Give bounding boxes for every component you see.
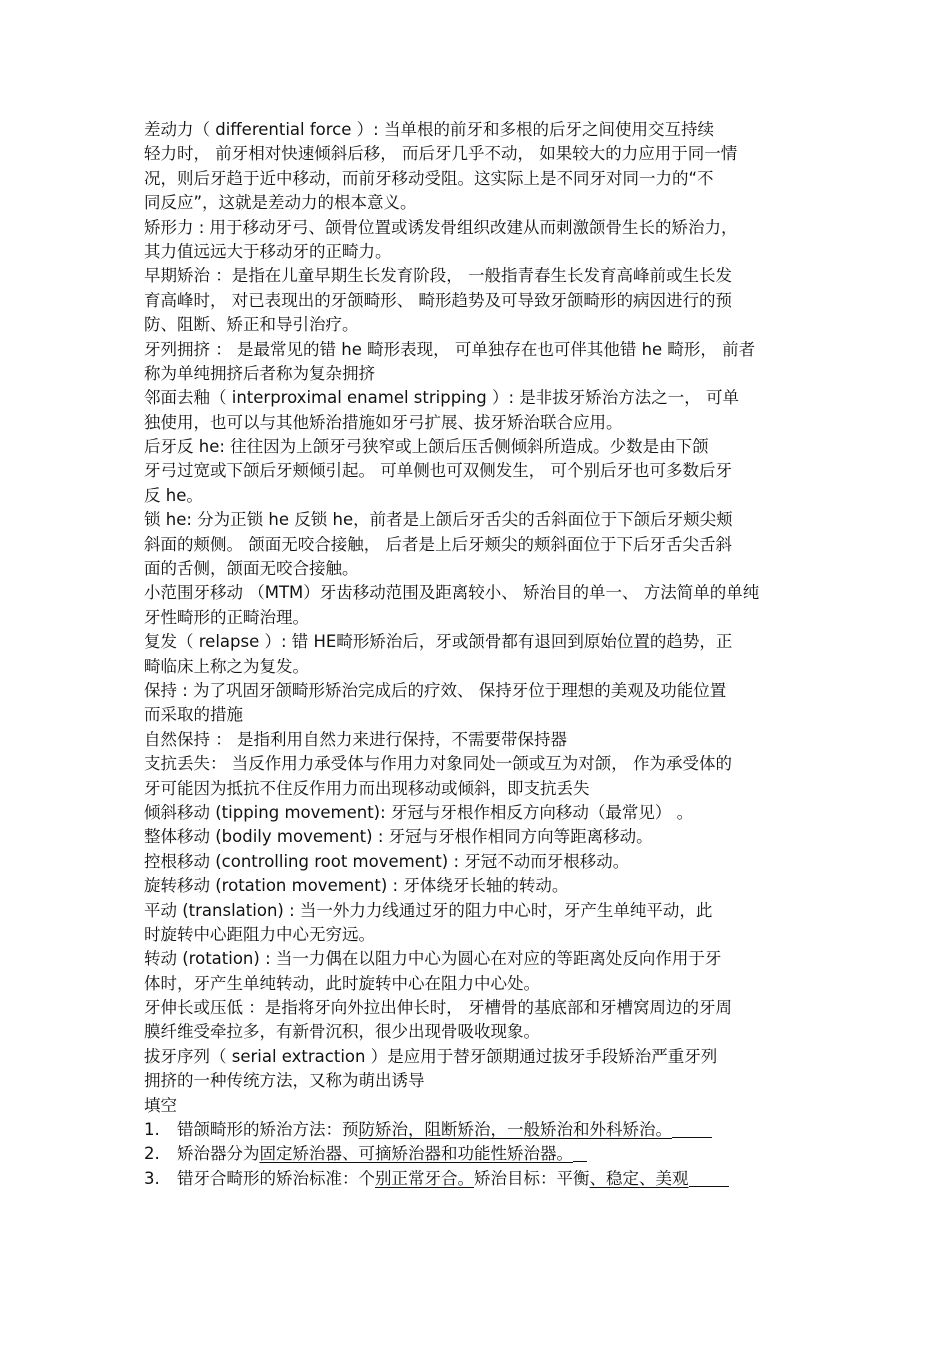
text-line: 牙性畸形的正畸治理。: [144, 607, 309, 627]
text-line: 整体移动 (bodily movement) : 牙冠与牙根作相同方向等距离移动。: [144, 827, 653, 847]
text-line: 面的舌侧，颌面无咬合接触。: [144, 559, 359, 579]
text-line: 保持 : 为了巩固牙颌畸形矫治完成后的疗效、 保持牙位于理想的美观及功能位置: [144, 680, 727, 700]
fill-item: [144, 1118, 809, 1142]
fill-item-prefix: 错牙合畸形的矫治标准：个: [177, 1168, 375, 1188]
fill-item-number: 2.: [144, 1144, 160, 1164]
answer-blank-line: [672, 1119, 712, 1138]
answer-blank-line: [689, 1168, 729, 1187]
fill-item-number: 3.: [144, 1168, 160, 1188]
text-line: 邻面去釉（ interproximal enamel stripping ）: 是非拔牙矫治方法之一， 可单: [144, 388, 739, 408]
text-line: 牙列拥挤 ： 是最常见的错 he 畸形表现， 可单独存在也可伴其他错 he 畸形， 前者: [144, 339, 756, 359]
fill-item: [144, 1142, 809, 1166]
text-line: 斜面的颊侧。 颌面无咬合接触， 后者是上后牙颊尖的颊斜面位于下后牙舌尖舌斜: [144, 534, 732, 554]
text-line: 倾斜移动 (tipping movement): 牙冠与牙根作相反方向移动（最常见） 。: [144, 802, 694, 822]
text-line: 拥挤的一种传统方法，又称为萌出诱导: [144, 1071, 425, 1091]
fill-item-answer: 防矫治，阻断矫治，一般矫治和外科矫治。: [358, 1120, 672, 1140]
text-line: 平动 (translation) : 当一外力力线通过牙的阻力中心时，牙产生单纯平动，此: [144, 900, 713, 920]
text-line: 膜纤维受牵拉多，有新骨沉积，很少出现骨吸收现象。: [144, 1022, 540, 1042]
text-line: 差动力（ differential force ）: 当单根的前牙和多根的后牙之间使用交互持续: [144, 120, 714, 139]
text-line: 支抗丢失： 当反作用力承受体与作用力对象同处一颌或互为对颌， 作为承受体的: [144, 754, 732, 774]
text-line: 时旋转中心距阻力中心无穷远。: [144, 924, 375, 944]
answer-blank-line: [573, 1143, 587, 1162]
fill-item-suffix: 矫治目标：平衡: [474, 1168, 590, 1188]
text-line: 同反应”，这就是差动力的根本意义。: [144, 193, 417, 213]
text-line: 独使用，也可以与其他矫治措施如牙弓扩展、拔牙矫治联合应用。: [144, 412, 623, 432]
text-line: 而采取的措施: [144, 705, 243, 725]
fill-item-prefix: 矫治器分为: [177, 1144, 260, 1164]
text-line: 况，则后牙趋于近中移动，而前牙移动受阻。这实际上是不同牙对同一力的“不: [144, 168, 714, 188]
document-body: [144, 118, 809, 1191]
text-line: 体时，牙产生单纯转动，此时旋转中心在阻力中心处。: [144, 973, 540, 993]
fill-item-answer: 别正常牙合。: [375, 1168, 474, 1188]
text-line: 畸临床上称之为复发。: [144, 656, 309, 676]
text-line: 其力值远远大于移动牙的正畸力。: [144, 241, 392, 261]
text-line: 牙可能因为抵抗不住反作用力而出现移动或倾斜，即支抗丢失: [144, 778, 590, 798]
text-line: 小范围牙移动 （MTM）牙齿移动范围及距离较小、 矫治目的单一、 方法简单的单纯: [144, 583, 760, 603]
text-line: 填空: [144, 1095, 177, 1115]
text-line: 锁 he: 分为正锁 he 反锁 he，前者是上颌后牙舌尖的舌斜面位于下颌后牙颊尖颊: [144, 510, 733, 530]
fill-item-answer: 固定矫治器、可摘矫治器和功能性矫治器。: [259, 1144, 573, 1164]
fill-item-prefix: 错颌畸形的矫治方法：预: [177, 1120, 359, 1140]
text-line: 后牙反 he: 往往因为上颌牙弓狭窄或上颌后压舌侧倾斜所造成。少数是由下颌: [144, 437, 709, 457]
fill-item: [144, 1167, 809, 1191]
text-line: 复发（ relapse ）: 错 HE畸形矫治后，牙或颌骨都有退回到原始位置的趋势，正: [144, 632, 733, 652]
text-line: 育高峰时， 对已表现出的牙颌畸形、 畸形趋势及可导致牙颌畸形的病因进行的预: [144, 290, 732, 310]
text-line: 早期矫治 ：是指在儿童早期生长发育阶段， 一般指青春生长发育高峰前或生长发: [144, 266, 732, 286]
text-line: 矫形力 : 用于移动牙弓、颌骨位置或诱发骨组织改建从而刺激颌骨生长的矫治力，: [144, 217, 738, 237]
fill-item-number: 1.: [144, 1120, 160, 1140]
text-line: 称为单纯拥挤后者称为复杂拥挤: [144, 363, 375, 383]
text-line: 轻力时， 前牙相对快速倾斜后移， 而后牙几乎不动， 如果较大的力应用于同一情: [144, 144, 738, 164]
text-line: 牙弓过宽或下颌后牙颊倾引起。 可单侧也可双侧发生， 可个别后牙也可多数后牙: [144, 461, 732, 481]
text-line: 自然保持 ： 是指利用自然力来进行保持，不需要带保持器: [144, 729, 567, 749]
text-line: 旋转移动 (rotation movement) : 牙体绕牙长轴的转动。: [144, 876, 569, 896]
text-line: 拔牙序列（ serial extraction ）是应用于替牙颌期通过拔牙手段矫治严重牙列: [144, 1046, 718, 1066]
text-line: 防、阻断、矫正和导引治疗。: [144, 315, 359, 335]
fill-item-answer-2: 、稳定、美观: [589, 1168, 689, 1188]
text-line: 转动 (rotation) : 当一力偶在以阻力中心为圆心在对应的等距离处反向作用于牙: [144, 949, 722, 969]
text-line: 牙伸长或压低 ：是指将牙向外拉出伸长时， 牙槽骨的基底部和牙槽窝周边的牙周: [144, 998, 732, 1018]
text-line: 控根移动 (controlling root movement) : 牙冠不动而牙根移动。: [144, 851, 630, 871]
text-line: 反 he。: [144, 485, 203, 505]
